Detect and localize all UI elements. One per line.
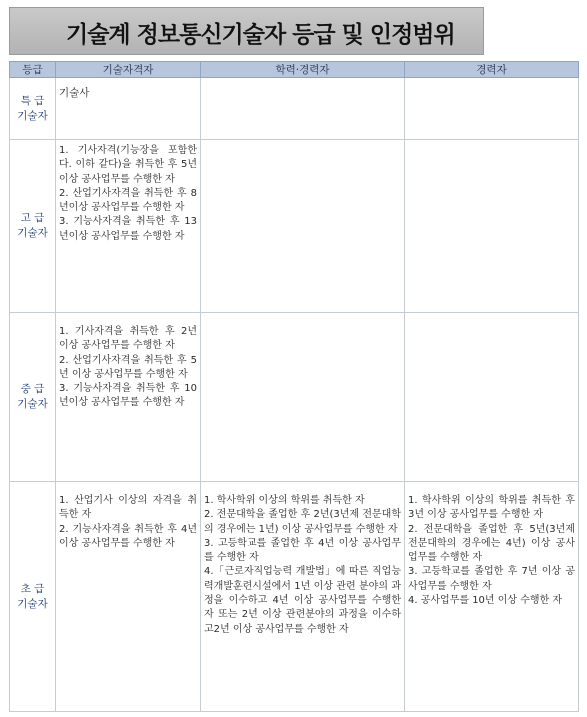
qualification-item: 1. 산업기사 이상의 자격을 취득한 자 bbox=[59, 495, 197, 521]
experience-item: 4. 공사업무를 10년 이상 수행한 자 bbox=[408, 595, 563, 607]
table-header-row bbox=[10, 62, 579, 78]
header-qualification: 기술자격자 bbox=[56, 62, 201, 78]
qualification-cell bbox=[56, 313, 201, 482]
experience-cell bbox=[405, 78, 579, 140]
education-cell bbox=[201, 313, 405, 482]
header-grade: 등급 bbox=[10, 62, 56, 78]
qualification-item: 기술사 bbox=[59, 87, 90, 99]
qualification-item: 2. 산업기사자격을 취득한 후 8년이상 공사업무를 수행한 자 bbox=[59, 187, 197, 214]
grade-cell bbox=[10, 482, 56, 712]
grade-label: 기술자 bbox=[17, 398, 48, 410]
header-education: 학력·경력자 bbox=[201, 62, 405, 78]
grade-label: 기술자 bbox=[17, 109, 48, 122]
qualification-cell bbox=[56, 78, 201, 140]
grade-table bbox=[9, 61, 579, 712]
grade-label: 기술자 bbox=[17, 597, 48, 610]
qualification-item: 3. 기능사자격을 취득한 후 10년이상 공사업무를 수행한 자 bbox=[59, 383, 197, 409]
education-item: 1. 학사학위 이상의 학위를 취득한 자 bbox=[204, 495, 365, 506]
grade-label: 특 급 bbox=[20, 94, 45, 107]
grade-label: 기술자 bbox=[17, 227, 48, 239]
qualification-item: 1. 기사자격을 취득한 후 2년 이상 공사업무를 수행한 자 bbox=[59, 326, 197, 352]
qualification-cell bbox=[56, 140, 201, 313]
qualification-cell bbox=[56, 482, 201, 712]
table-row bbox=[10, 140, 579, 313]
grade-label: 중 급 bbox=[20, 383, 45, 395]
experience-item: 1. 학사학위 이상의 학위를 취득한 후 3년 이상 공사업무를 수행한 자 bbox=[408, 495, 575, 521]
qualification-item: 2. 기능사자격을 취득한 후 4년 이상 공사업무를 수행한 자 bbox=[59, 523, 197, 549]
education-cell bbox=[201, 78, 405, 140]
grade-cell bbox=[10, 313, 56, 482]
education-cell bbox=[201, 140, 405, 313]
experience-cell bbox=[405, 313, 579, 482]
experience-cell bbox=[405, 140, 579, 313]
grade-label: 고 급 bbox=[20, 212, 45, 224]
table-row bbox=[10, 78, 579, 140]
page-title: 기술계 정보통신기술자 등급 및 인정범위 bbox=[66, 22, 455, 48]
grade-label: 초 급 bbox=[20, 582, 45, 595]
education-item: 2. 전문대학을 졸업한 후 2년(3년제 전문대학의 경우에는 1년) 이상 공사업무를 수행한 자 bbox=[204, 509, 401, 535]
qualification-item: 2. 산업기사자격을 취득한 후 5년 이상 공사업무를 수행한 자 bbox=[59, 354, 197, 380]
grade-cell bbox=[10, 78, 56, 140]
table-row bbox=[10, 313, 579, 482]
experience-cell bbox=[405, 482, 579, 712]
education-cell bbox=[201, 482, 405, 712]
experience-item: 2. 전문대학을 졸업한 후 5년(3년제 전문대학의 경우에는 4년) 이상 공사업무를 수행한 자 bbox=[408, 523, 575, 564]
education-item: 4.「근로자직업능력 개발법」에 따른 직업능력개발훈련시설에서 1년 이상 관련 분야의 과정을 이수하고 4년 이상 공사업무를 수행한 자 또는 2년 이상 관련분야의 과정을 이수하고2년 이상 공사업무를 수행한 자 bbox=[204, 566, 401, 635]
experience-item: 3. 고등학교를 졸업한 후 7년 이상 공사업무를 수행한 자 bbox=[408, 566, 575, 592]
header-experience: 경력자 bbox=[405, 62, 579, 78]
qualification-item: 3. 기능사자격을 취득한 후 13년이상 공사업무를 수행한 자 bbox=[59, 216, 197, 242]
education-item: 3. 고등학교를 졸업한 후 4년 이상 공사업무를 수행한 자 bbox=[204, 537, 401, 564]
qualification-item: 1. 기사자격(기능장을 포함한다. 이하 같다)을 취득한 후 5년 이상 공사업무를 수행한 자 bbox=[59, 145, 197, 185]
title-banner bbox=[9, 7, 484, 55]
grade-cell bbox=[10, 140, 56, 313]
table-row bbox=[10, 482, 579, 712]
